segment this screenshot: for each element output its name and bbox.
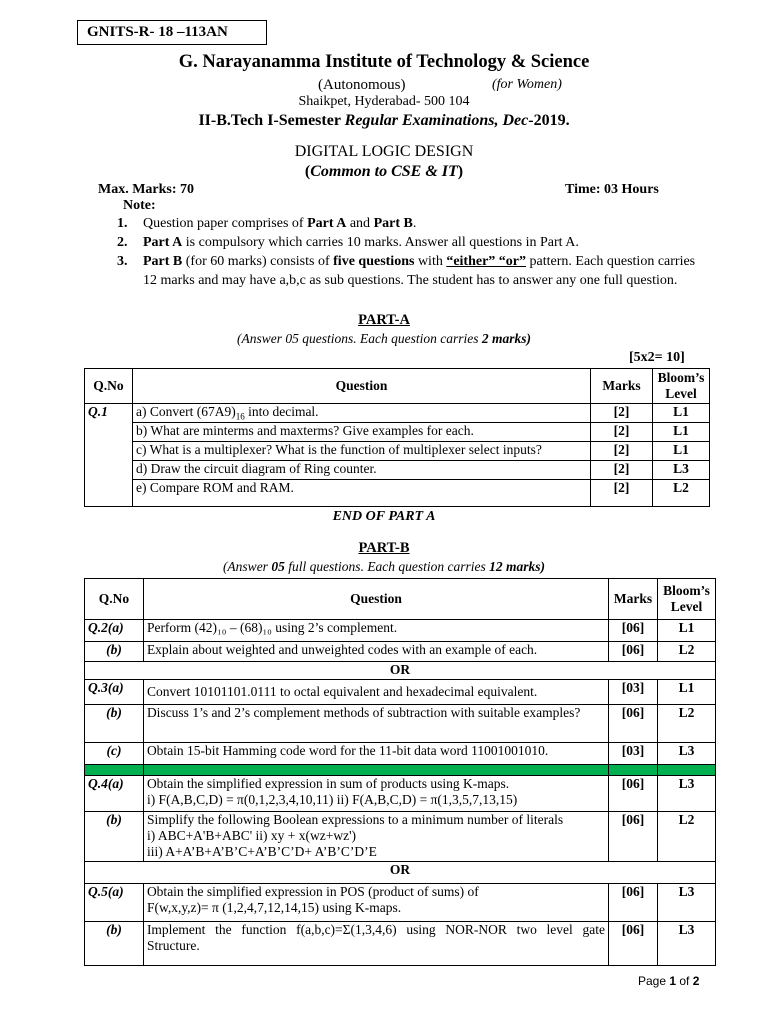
subject-title: DIGITAL LOGIC DESIGN: [294, 143, 474, 160]
question-level: L2: [652, 480, 709, 507]
note-number: 1.: [117, 216, 128, 231]
question-number: Q.3(a): [85, 680, 144, 705]
q1-number: Q.1: [85, 404, 133, 507]
question-level: L1: [652, 404, 709, 423]
col-qno: Q.No: [85, 369, 133, 404]
note-number: 3.: [117, 254, 128, 269]
table-header-row: [85, 579, 716, 620]
question-level: L3: [657, 776, 715, 812]
end-of-part-a: END OF PART A: [332, 509, 436, 524]
note-text: .: [412, 216, 417, 231]
highlight-cell: [657, 765, 715, 776]
question-number: (b): [85, 922, 144, 966]
part-a-instructions: [0, 331, 768, 347]
note-text: is compulsory which carries 10 marks. Answer all questions in Part A.: [182, 235, 579, 250]
question-number: (c): [85, 743, 144, 765]
note-item: [98, 233, 698, 252]
paper-code: GNITS-R- 18 –113AN: [87, 24, 228, 40]
or-row: [85, 662, 716, 680]
question-marks: [06]: [609, 620, 658, 642]
highlight-cell: [143, 765, 608, 776]
note-number: 2.: [117, 235, 128, 250]
question-text: d) Draw the circuit diagram of Ring counter.: [132, 461, 590, 480]
question-text: [132, 404, 590, 423]
question-number: (b): [85, 812, 144, 862]
q-text: into decimal.: [244, 404, 319, 419]
question-number: Q.5(a): [85, 884, 144, 922]
table-row: [85, 461, 710, 480]
exam-italic: Regular Examinations, Dec: [344, 112, 529, 129]
question-marks: [06]: [609, 642, 658, 662]
note-text: (for 60 marks) consists of: [182, 254, 334, 269]
exam-suffix: -2019.: [528, 112, 570, 129]
question-level: L2: [657, 812, 715, 862]
note-label: Note:: [123, 198, 156, 213]
note-text: Part B: [143, 254, 183, 269]
question-level: L1: [652, 423, 709, 442]
question-text: Convert 10101101.0111 to octal equivalent and hexadecimal equivalent.: [143, 680, 608, 705]
for-women-label: (for Women): [492, 77, 562, 92]
question-text: c) What is a multiplexer? What is the function of multiplexer select inputs?: [132, 442, 590, 461]
note-text: “either” “or”: [446, 254, 527, 269]
question-level: L2: [657, 642, 715, 662]
question-level: L3: [652, 461, 709, 480]
part-b-table: [84, 578, 716, 966]
question-number: Q.2(a): [85, 620, 144, 642]
question-marks: [03]: [609, 680, 658, 705]
part-b-instr-bold: 12 marks): [489, 559, 546, 574]
note-text: pattern. Each question carries 12 marks and may have a,b,c as sub questions. The student has to answer any one full question.: [143, 254, 696, 288]
q-line: Obtain the simplified expression in sum of products using K-maps.: [146, 776, 510, 791]
highlight-cell: [609, 765, 658, 776]
question-marks: [06]: [609, 922, 658, 966]
q-line: Obtain the simplified expression in POS (product of sums) of: [146, 884, 479, 899]
question-level: L2: [657, 705, 715, 743]
col-marks: Marks: [609, 579, 658, 620]
question-text: Perform (42)₁₀ – (68)₁₀ using 2’s complement.: [143, 620, 608, 642]
part-b-instr: full questions. Each question carries: [284, 559, 490, 574]
part-a-instr-bold: 2 marks): [481, 331, 531, 346]
q-line: i) ABC+A'B+ABC' ii) xy + x(wz+wz'): [146, 828, 357, 843]
col-question: Question: [143, 579, 608, 620]
note-item: [98, 214, 698, 233]
question-text: Explain about weighted and unweighted codes with an example of each.: [143, 642, 608, 662]
question-level: L1: [657, 680, 715, 705]
question-marks: [2]: [591, 442, 653, 461]
note-text: Part A: [307, 216, 347, 231]
col-marks: Marks: [591, 369, 653, 404]
footer-text: Page: [638, 974, 670, 988]
col-question: Question: [132, 369, 590, 404]
question-marks: [03]: [609, 743, 658, 765]
table-row: [85, 776, 716, 812]
q-subscript: 16: [235, 411, 245, 422]
question-level: L1: [657, 620, 715, 642]
or-label: OR: [85, 662, 716, 680]
note-text: with: [414, 254, 447, 269]
note-item: [98, 252, 698, 290]
question-number: Q.4(a): [85, 776, 144, 812]
page-total: 2: [692, 974, 700, 988]
exam-title: [0, 112, 768, 130]
question-marks: [2]: [591, 423, 653, 442]
note-text: and: [346, 216, 374, 231]
institute-address: Shaikpet, Hyderabad- 500 104: [298, 94, 470, 109]
table-row: [85, 404, 710, 423]
question-marks: [2]: [591, 461, 653, 480]
q-text: a) Convert (67A9): [135, 404, 236, 419]
common-to: [0, 163, 768, 181]
table-row: [85, 743, 716, 765]
table-row: [85, 620, 716, 642]
part-a-instr: (Answer 05 questions. Each question carries: [237, 331, 482, 346]
table-row: [85, 812, 716, 862]
part-b-title: PART-B: [358, 540, 410, 556]
or-label: OR: [85, 862, 716, 884]
page-footer: [638, 974, 699, 988]
table-row: [85, 423, 710, 442]
question-text: e) Compare ROM and RAM.: [132, 480, 590, 507]
exam-prefix: II-B.Tech I-Semester: [198, 112, 345, 129]
table-row: [85, 922, 716, 966]
exam-time: Time: 03 Hours: [565, 182, 659, 197]
question-text: b) What are minterms and maxterms? Give examples for each.: [132, 423, 590, 442]
question-marks: [2]: [591, 480, 653, 507]
q-line: Simplify the following Boolean expressions to a minimum number of literals: [146, 812, 564, 827]
part-a-table: [84, 368, 710, 507]
question-level: L1: [652, 442, 709, 461]
notes-list: [98, 214, 698, 290]
question-text: [143, 812, 608, 862]
question-level: L3: [657, 922, 715, 966]
question-number: (b): [85, 705, 144, 743]
part-b-instr: (Answer: [222, 559, 272, 574]
question-marks: [06]: [609, 812, 658, 862]
col-bloom: Bloom’s Level: [652, 369, 709, 404]
table-row: [85, 680, 716, 705]
col-bloom: Bloom’s Level: [657, 579, 715, 620]
part-a-title: PART-A: [358, 312, 410, 328]
or-row: [85, 862, 716, 884]
question-text: [143, 884, 608, 922]
max-marks: Max. Marks: 70: [98, 182, 195, 197]
table-row: [85, 642, 716, 662]
part-b-instructions: [0, 559, 768, 575]
note-text: Part B: [373, 216, 413, 231]
autonomous-label: (Autonomous): [318, 77, 406, 93]
footer-text: of: [676, 974, 693, 988]
page-number: 1: [669, 974, 677, 988]
table-row: [85, 884, 716, 922]
table-row: [85, 480, 710, 507]
question-marks: [2]: [591, 404, 653, 423]
question-marks: [06]: [609, 884, 658, 922]
table-row: [85, 442, 710, 461]
col-qno: Q.No: [85, 579, 144, 620]
common-close: ): [457, 163, 464, 180]
table-header-row: [85, 369, 710, 404]
q-line: F(w,x,y,z)= π (1,2,4,7,12,14,15) using K-maps.: [146, 900, 402, 915]
q-line: iii) A+A’B+A’B’C+A’B’C’D+ A’B’C’D’E: [146, 844, 377, 859]
paper-code-box: [77, 20, 267, 45]
question-marks: [06]: [609, 776, 658, 812]
part-b-instr-bold: 05: [271, 559, 285, 574]
part-a-tally: [5x2= 10]: [629, 350, 685, 365]
common-open: (: [304, 163, 311, 180]
question-level: L3: [657, 743, 715, 765]
q-line: i) F(A,B,C,D) = π(0,1,2,3,4,10,11) ii) F(A,B,C,D) = π(1,3,5,7,13,15): [146, 792, 518, 807]
highlight-cell: [85, 765, 144, 776]
question-number: (b): [85, 642, 144, 662]
note-text: Question paper comprises of: [143, 216, 308, 231]
question-marks: [06]: [609, 705, 658, 743]
question-text: Discuss 1’s and 2’s complement methods of subtraction with suitable examples?: [143, 705, 608, 743]
table-row: [85, 705, 716, 743]
institute-name: G. Narayanamma Institute of Technology & Science: [178, 52, 590, 72]
question-text: Obtain 15-bit Hamming code word for the 11-bit data word 11001001010.: [143, 743, 608, 765]
note-text: five questions: [333, 254, 415, 269]
question-level: L3: [657, 884, 715, 922]
highlight-row: [85, 765, 716, 776]
question-text: Implement the function f(a,b,c)=Σ(1,3,4,6) using NOR-NOR two level gate Structure.: [143, 922, 608, 966]
question-text: [143, 776, 608, 812]
note-text: Part A: [143, 235, 183, 250]
common-text: Common to CSE & IT: [310, 163, 458, 180]
